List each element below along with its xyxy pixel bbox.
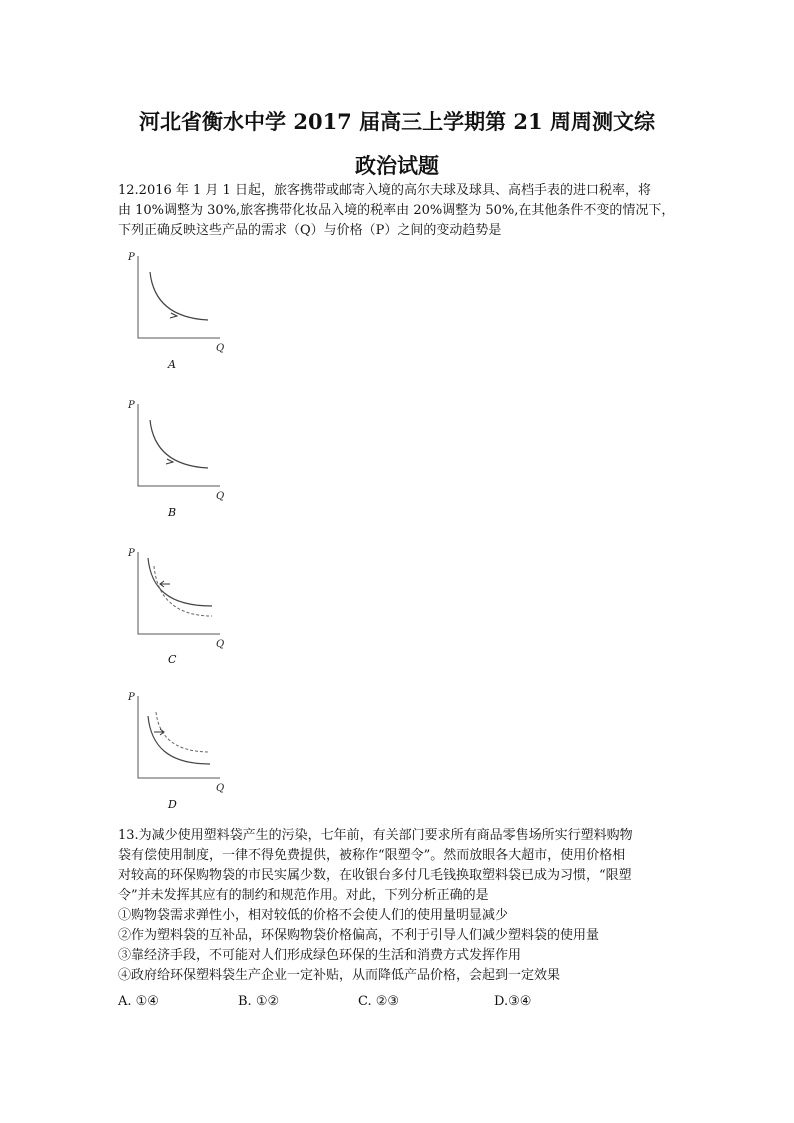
question-13-line: 13.为减少使用塑料袋产生的污染，七年前，有关部门要求所有商品零售场所实行塑料购物 bbox=[118, 828, 633, 843]
option-d: D.③④ bbox=[494, 994, 532, 1009]
statement-4: ④政府给环保塑料袋生产企业一定补贴，从而降低产品价格，会起到一定效果 bbox=[118, 968, 561, 983]
graph-a-q-label: Q bbox=[216, 343, 225, 354]
answer-options bbox=[118, 994, 678, 1014]
graph-b-figure bbox=[120, 396, 250, 506]
graph-d-caption: D bbox=[168, 798, 177, 811]
graph-c-figure bbox=[120, 544, 250, 654]
graph-c bbox=[120, 544, 250, 654]
question-13-line: 对较高的环保购物袋的市民实属少数，在收银台多付几毛钱换取塑料袋已成为习惯，“限塑 bbox=[118, 868, 632, 883]
graph-c-p-label: P bbox=[128, 548, 135, 559]
statement-1: ①购物袋需求弹性小，相对较低的价格不会使人们的使用量明显减少 bbox=[118, 908, 509, 923]
question-13-line: 令”并未发挥其应有的制约和规范作用。对此，下列分析正确的是 bbox=[118, 888, 489, 903]
graph-b-p-label: P bbox=[128, 400, 135, 411]
question-12-line: 由 10%调整为 30%,旅客携带化妆品入境的税率由 20%调整为 50%,在其他条件不变的情况下， bbox=[118, 203, 675, 218]
graph-b-caption: B bbox=[168, 506, 177, 519]
question-12-line: 12.2016 年 1 月 1 日起，旅客携带或邮寄入境的高尔夫球及球具、高档手表的进口税率，将 bbox=[118, 183, 651, 198]
graph-b bbox=[120, 396, 250, 506]
exam-title: 河北省衡水中学 2017 届高三上学期第 21 周周测文综 bbox=[139, 109, 655, 134]
question-13-stem bbox=[118, 826, 678, 986]
graph-a-caption: A bbox=[168, 358, 176, 371]
graph-d-p-label: P bbox=[128, 692, 135, 703]
graph-c-q-label: Q bbox=[216, 639, 225, 650]
rightward-arrow-icon bbox=[166, 459, 173, 464]
right-arrow-icon bbox=[154, 729, 164, 735]
graph-d bbox=[120, 688, 250, 798]
graph-b-q-label: Q bbox=[216, 491, 225, 502]
graph-d-q-label: Q bbox=[216, 783, 225, 794]
graph-a bbox=[120, 248, 250, 358]
left-arrow-icon bbox=[160, 581, 170, 587]
graph-a-p-label: P bbox=[128, 252, 135, 263]
graph-c-caption: C bbox=[168, 653, 177, 666]
option-a: A. ①④ bbox=[118, 994, 159, 1009]
statement-3: ③靠经济手段，不可能对人们形成绿色环保的生活和消费方式发挥作用 bbox=[118, 948, 522, 963]
downward-arrow-icon bbox=[170, 313, 177, 318]
exam-subtitle: 政治试题 bbox=[355, 153, 439, 178]
question-12-line: 下列正确反映这些产品的需求（Q）与价格（P）之间的变动趋势是 bbox=[118, 223, 502, 238]
statement-2: ②作为塑料袋的互补品，环保购物袋价格偏高，不利于引导人们减少塑料袋的使用量 bbox=[118, 928, 600, 943]
option-b: B. ①② bbox=[238, 994, 280, 1009]
graph-a-figure bbox=[120, 248, 250, 358]
question-12-stem bbox=[118, 181, 678, 241]
option-c: C. ②③ bbox=[358, 994, 400, 1009]
graph-d-figure bbox=[120, 688, 250, 798]
question-13-line: 袋有偿使用制度，一律不得免费提供，被称作“限塑令”。然而放眼各大超市，使用价格相 bbox=[118, 848, 626, 863]
